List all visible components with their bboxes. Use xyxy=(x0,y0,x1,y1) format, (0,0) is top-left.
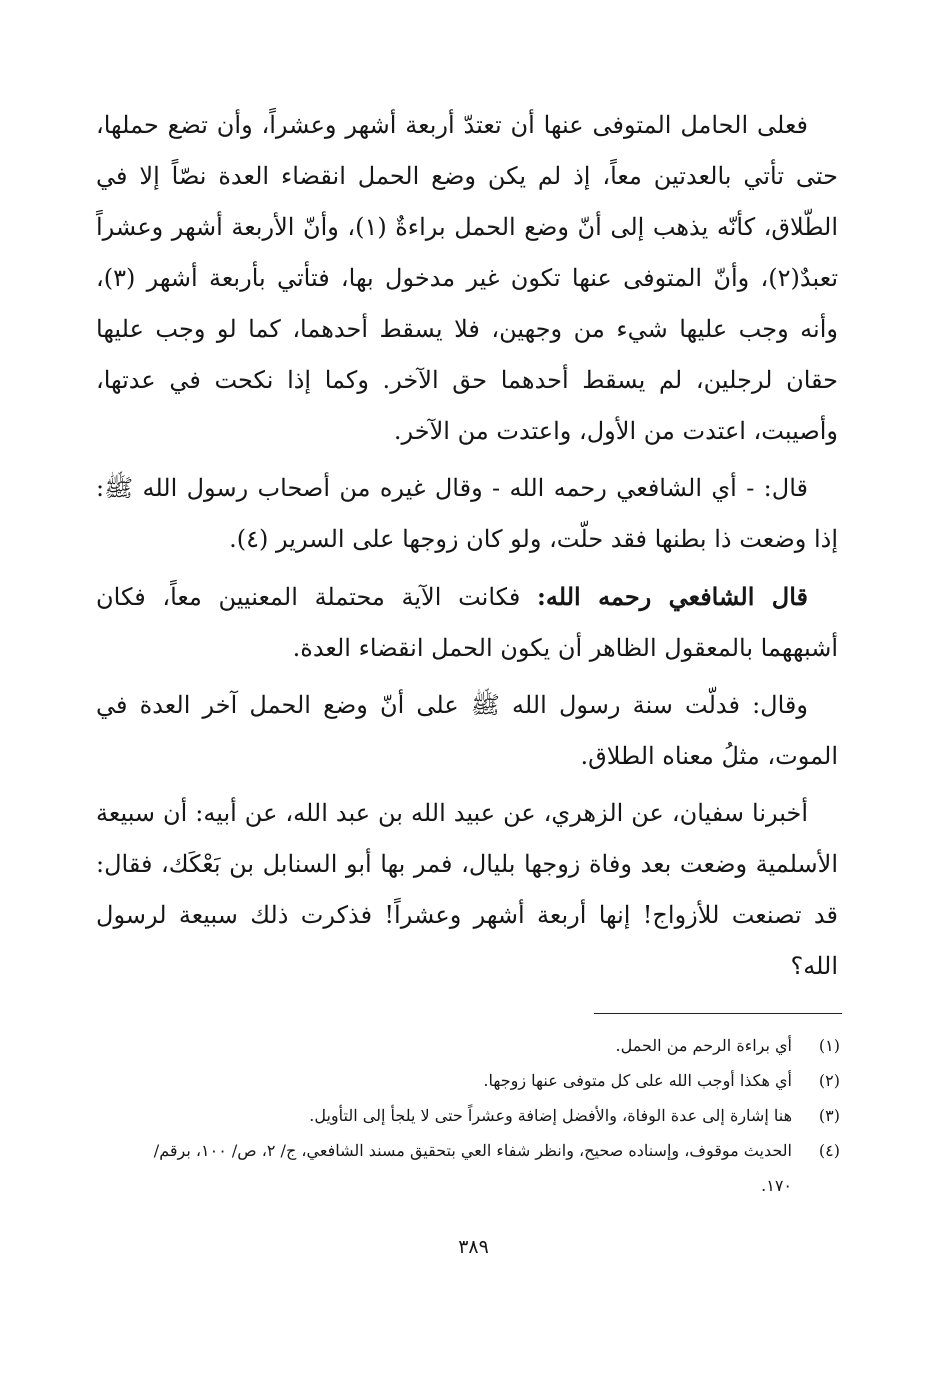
footnote-item xyxy=(140,1133,840,1203)
paragraph-5: أخبرنا سفيان، عن الزهري، عن عبيد الله بن عبد الله، عن أبيه: أن سبيعة الأسلمية وضعت بعد وفاة زوجها بليال، فمر بها أبو السنابل بن بَعْكَك، فقال: قد تصنعت للأزواج! إنها أربعة أشهر وعشراً! فذكرت ذلك سبيعة لرسول الله؟ xyxy=(96,799,838,980)
footnote-text: هنا إشارة إلى عدة الوفاة، والأفضل إضافة وعشراً حتى لا يلجأ إلى التأويل. xyxy=(309,1106,792,1125)
paragraph-1: فعلى الحامل المتوفى عنها أن تعتدّ أربعة أشهر وعشراً، وأن تضع حملها، حتى تأتي بالعدتين معاً، إذ لم يكن وضع الحمل انقضاء العدة نصّاً إلا في الطّلاق، كأنّه يذهب إلى أنّ وضع الحمل براءةٌ (١)، وأنّ الأربعة أشهر وعشراً تعبدٌ(٢)، وأنّ المتوفى عنها تكون غير مدخول بها، فتأتي بأربعة أشهر (٣)، وأنه وجب عليها شيء من وجهين، فلا يسقط أحدهما، كما لو وجب عليها حقان لرجلين، لم يسقط أحدهما حق الآخر. وكما إذا نكحت في عدتها، وأصيبت، اعتدت من الأول، واعتدت من الآخر. xyxy=(96,111,838,445)
footnote-text: أي هكذا أوجب الله على كل متوفى عنها زوجها. xyxy=(483,1071,792,1090)
footnote-number: (٢) xyxy=(818,1071,840,1090)
footnote-text: أي براءة الرحم من الحمل. xyxy=(615,1036,792,1055)
footnote-item xyxy=(140,1028,840,1063)
paragraph-3-text: فكانت الآية محتملة المعنيين معاً، فكان أشبههما بالمعقول الظاهر أن يكون الحمل انقضاء العدة. xyxy=(96,583,838,662)
footnote-text: الحديث موقوف، وإسناده صحيح، وانظر شفاء العي بتحقيق مسند الشافعي، ج/ ٢، ص/ ١٠٠، برقم/ ١٧٠. xyxy=(153,1141,792,1195)
paragraph-2: قال: - أي الشافعي رحمه الله - وقال غيره من أصحاب رسول الله ﷺ: إذا وضعت ذا بطنها فقد حلّت، ولو كان زوجها على السرير (٤). xyxy=(96,474,838,553)
bold-lead: قال الشافعي رحمه الله: xyxy=(537,582,808,611)
footnote-number: (٤) xyxy=(818,1141,840,1160)
footnote-number: (٣) xyxy=(818,1106,840,1125)
main-text xyxy=(96,100,838,998)
footnotes xyxy=(140,1028,840,1203)
paragraph-4: وقال: فدلّت سنة رسول الله ﷺ على أنّ وضع الحمل آخر العدة في الموت، مثلُ معناه الطلاق. xyxy=(96,691,838,770)
footnote-item xyxy=(140,1098,840,1133)
footnote-item xyxy=(140,1063,840,1098)
footnote-number: (١) xyxy=(818,1036,840,1055)
footnote-divider xyxy=(594,1013,842,1014)
page-number: ٣٨٩ xyxy=(458,1236,489,1258)
paragraph-3 xyxy=(96,571,838,674)
